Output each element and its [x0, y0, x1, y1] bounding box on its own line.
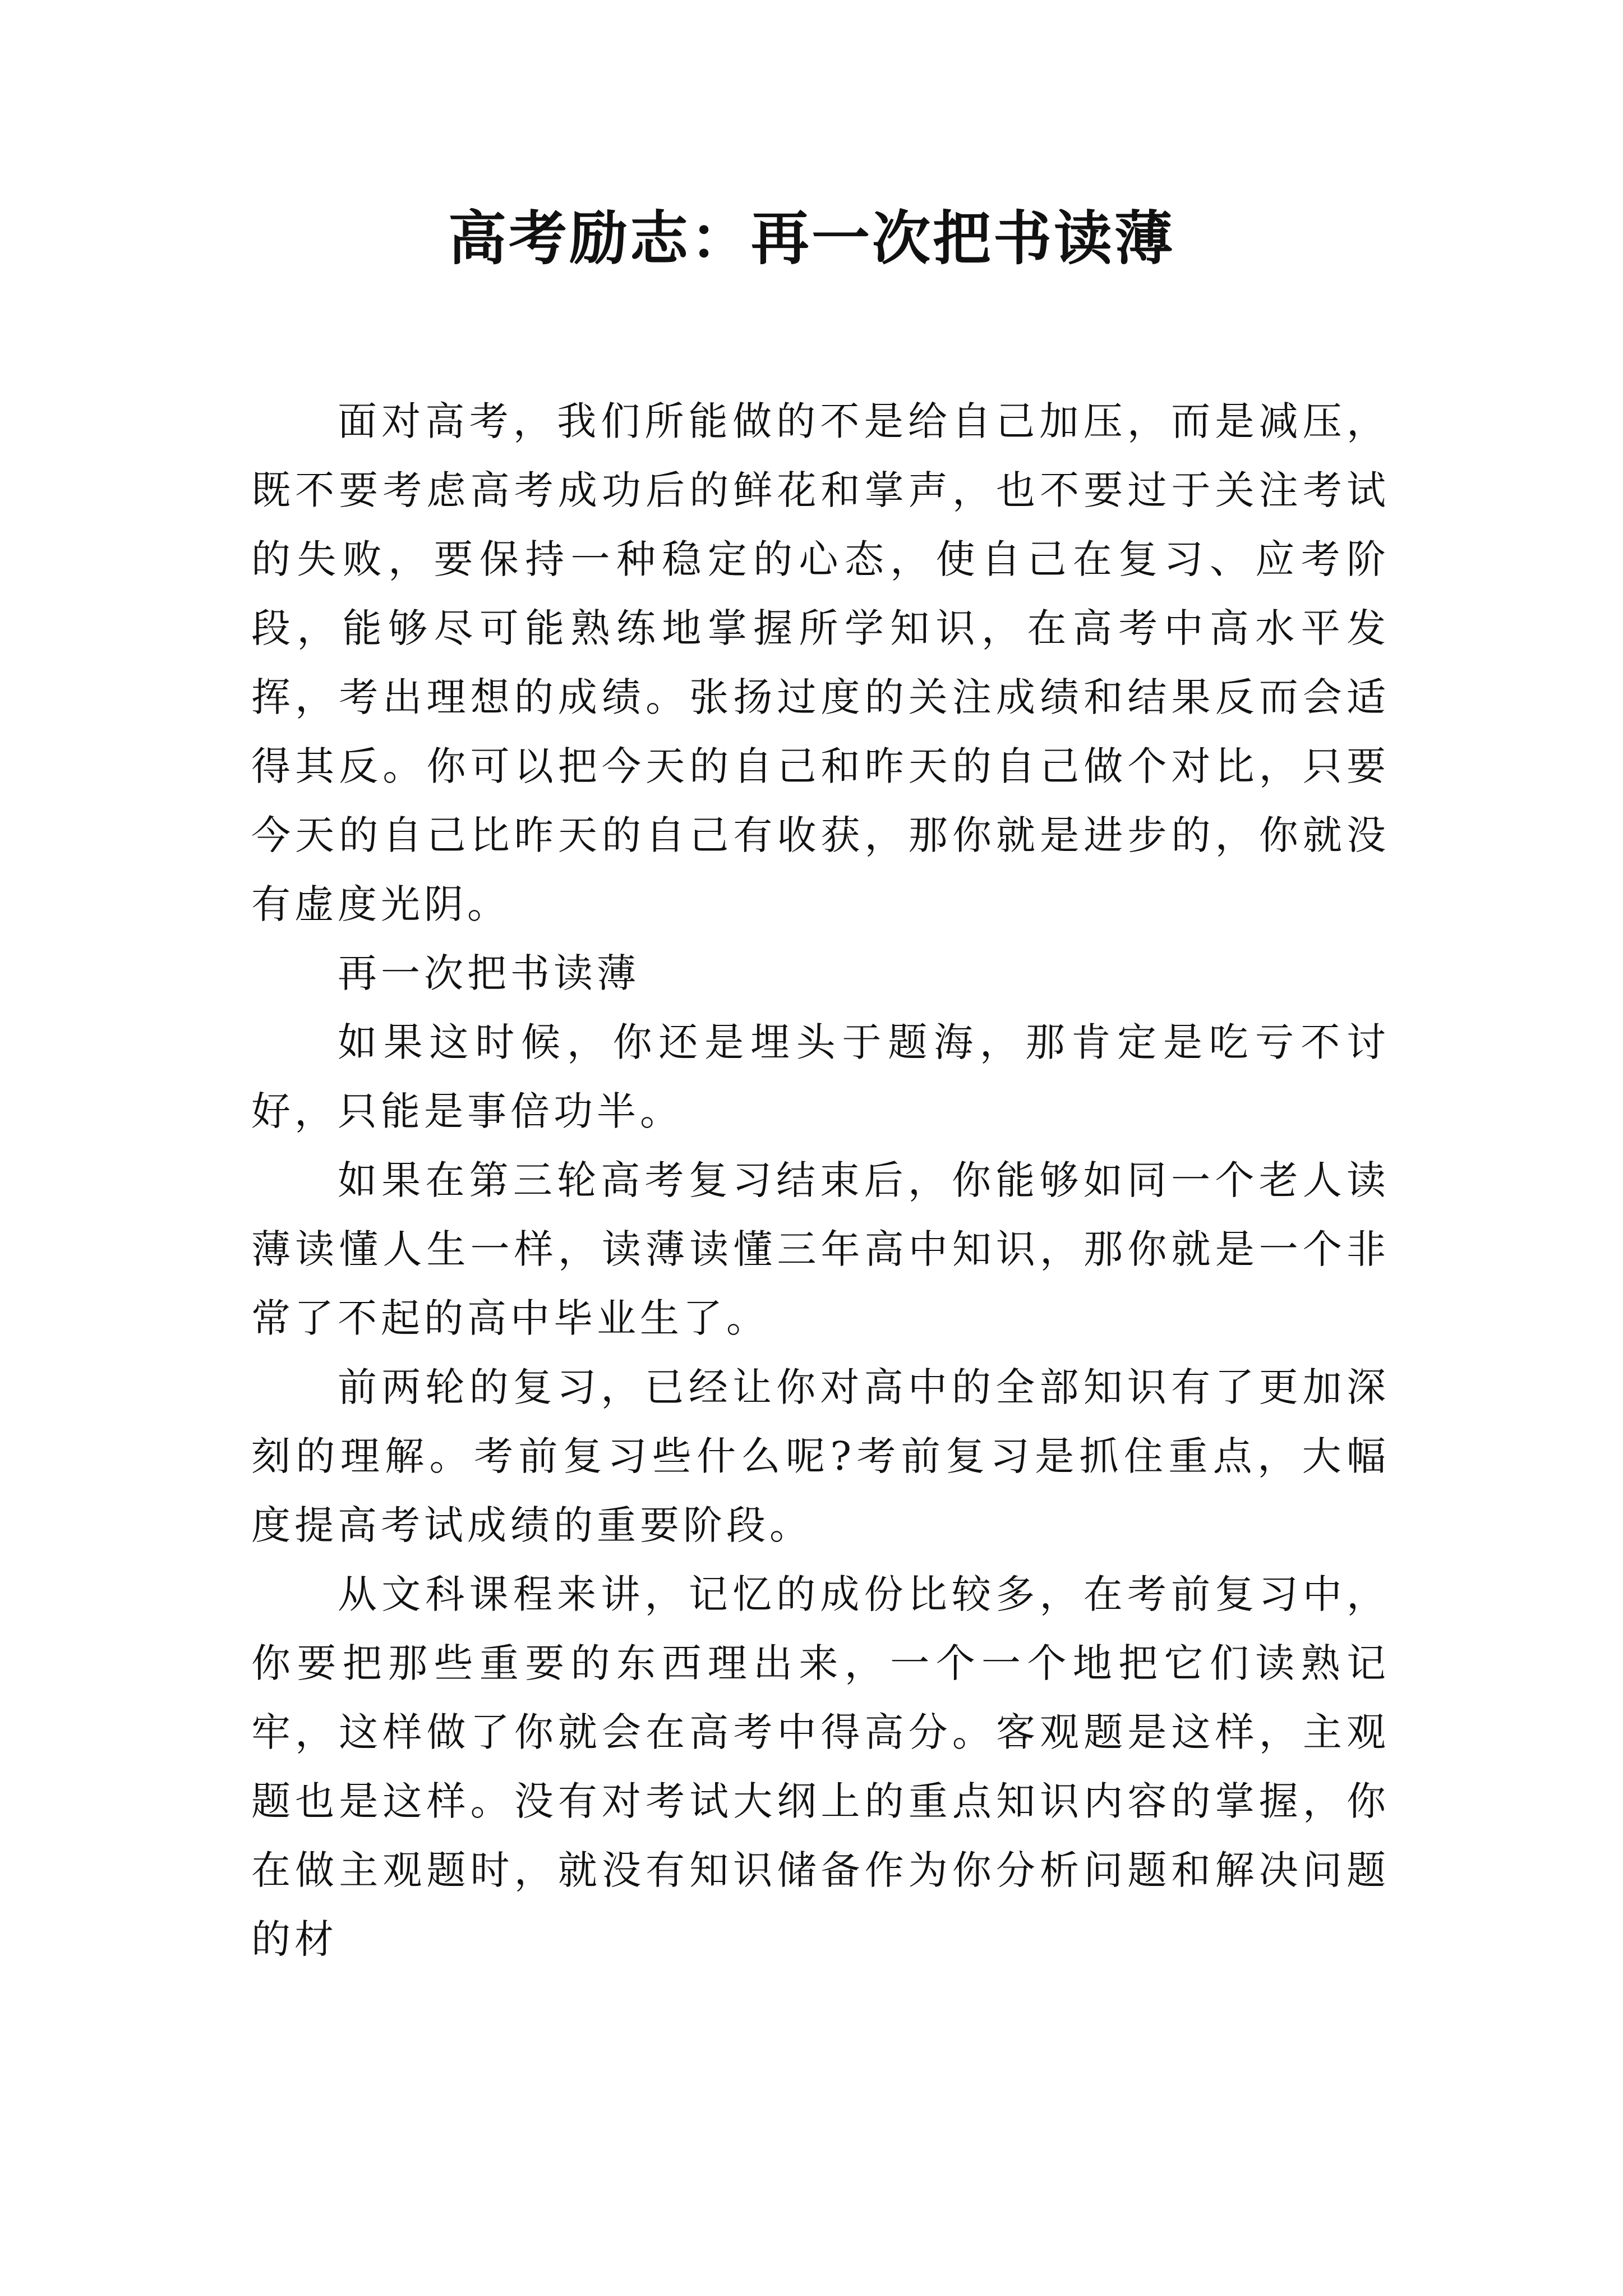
paragraph-previous-rounds: 前两轮的复习，已经让你对高中的全部知识有了更加深刻的理解。考前复习些什么呢?考前复习是抓住重点，大幅度提高考试成绩的重要阶段。	[251, 1364, 1390, 1548]
document-body	[251, 387, 1390, 1974]
paragraph-liberal-arts: 从文科课程来讲，记忆的成份比较多，在考前复习中，你要把那些重要的东西理出来，一个一个地把它们读熟记牢，这样做了你就会在高考中得高分。客观题是这样，主观题也是这样。没有对考试大纲上的重点知识内容的掌握，你在做主观题时，就没有知识储备作为你分析问题和解决问题的材	[251, 1571, 1390, 1962]
section-heading: 再一次把书读薄	[338, 950, 640, 996]
paragraph-third-round: 如果在第三轮高考复习结束后，你能够如同一个老人读薄读懂人生一样，读薄读懂三年高中知识，那你就是一个非常了不起的高中毕业生了。	[251, 1157, 1390, 1341]
paragraph-question-bank: 如果这时候，你还是埋头于题海，那肯定是吃亏不讨好，只能是事倍功半。	[251, 1019, 1390, 1134]
document-title: 高考励志：再一次把书读薄	[448, 204, 1175, 273]
paragraph-intro: 面对高考，我们所能做的不是给自己加压，而是减压，既不要考虑高考成功后的鲜花和掌声，也不要过于关注考试的失败，要保持一种稳定的心态，使自己在复习、应考阶段，能够尽可能熟练地掌握所学知识，在高考中高水平发挥，考出理想的成绩。张扬过度的关注成绩和结果反而会适得其反。你可以把今天的自己和昨天的自己做个对比，只要今天的自己比昨天的自己有收获，那你就是进步的，你就没有虚度光阴。	[251, 398, 1390, 927]
